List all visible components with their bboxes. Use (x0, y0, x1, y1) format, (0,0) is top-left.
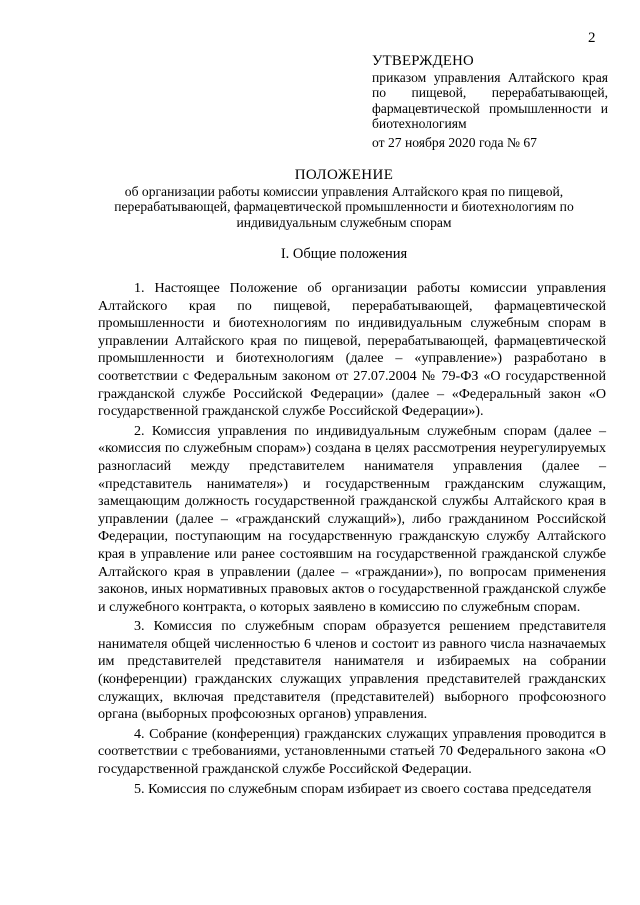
paragraph-3: 3. Комиссия по служебным спорам образуется решением представителя нанимателя общей численностью 6 членов и состоит из равного числа назначаемых им представителей представителя нанимателя и избираемых на собрании (конференции) гражданских служащих управления представителей гражданских служащих, включая представителя (представителей) выборного профсоюзного органа (выборных профсоюзных органов) управления. (98, 618, 606, 723)
approval-stamp (372, 54, 608, 151)
paragraph-5: 5. Комиссия по служебным спорам избирает из своего состава председателя (134, 780, 592, 797)
section-heading: I. Общие положения (280, 246, 408, 262)
paragraph-1: 1. Настоящее Положение об организации работы комиссии управления Алтайского края по пищевой, перерабатывающей, фармацевтической промышленности и биотехнологиям по индивидуальным служебным спорам в управлении Алтайского края по пищевой, перерабатывающей, фармацевтической промышленности и биотехнологиям (далее – «управление») разработано в соответствии с Федеральным законом от 27.07.2004 № 79-ФЗ «О государственной гражданской службе Российской Федерации» (далее – «Федеральный закон «О государственной гражданской службе Российской Федерации»). (98, 280, 606, 420)
approval-order: приказом управления Алтайского края по пищевой, перерабатывающей, фармацевтической промышленности и биотехнологиям (372, 69, 608, 132)
page-number: 2 (588, 30, 596, 46)
approval-date: от 27 ноября 2020 года № 67 (372, 134, 537, 150)
document-title-block (84, 168, 604, 230)
document-title: ПОЛОЖЕНИЕ (294, 167, 394, 183)
document-body (98, 280, 606, 800)
document-subtitle: об организации работы комиссии управления Алтайского края по пищевой, перерабатывающей, фармацевтической промышленности и биотехнологиям по индивидуальным служебным спорам (114, 183, 574, 230)
paragraph-4: 4. Собрание (конференция) гражданских служащих управления проводится в соответствии с требованиями, установленными статьей 70 Федерального закона «О государственной гражданской службе Российской Федерации. (98, 725, 606, 778)
paragraph-2: 2. Комиссия управления по индивидуальным служебным спорам (далее – «комиссия по служебным спорам») создана в целях рассмотрения неурегулируемых разногласий между представителем нанимателя управления (далее – «представитель нанимателя») и государственным гражданским служащим, замещающим должность государственной гражданской службы Алтайского края в управлении (далее – «гражданский служащий»), либо гражданином Российской Федерации, поступающим на государственную гражданскую службу Алтайского края в управление или ранее состоявшим на государственной гражданской службе Алтайского края в управлении (далее – «граждании»), по вопросам применения законов, иных нормативных правовых актов о государственной гражданской службе и служебного контракта, о которых заявлено в комиссию по служебным спорам. (98, 422, 606, 615)
approval-heading: УТВЕРЖДЕНО (372, 53, 474, 69)
